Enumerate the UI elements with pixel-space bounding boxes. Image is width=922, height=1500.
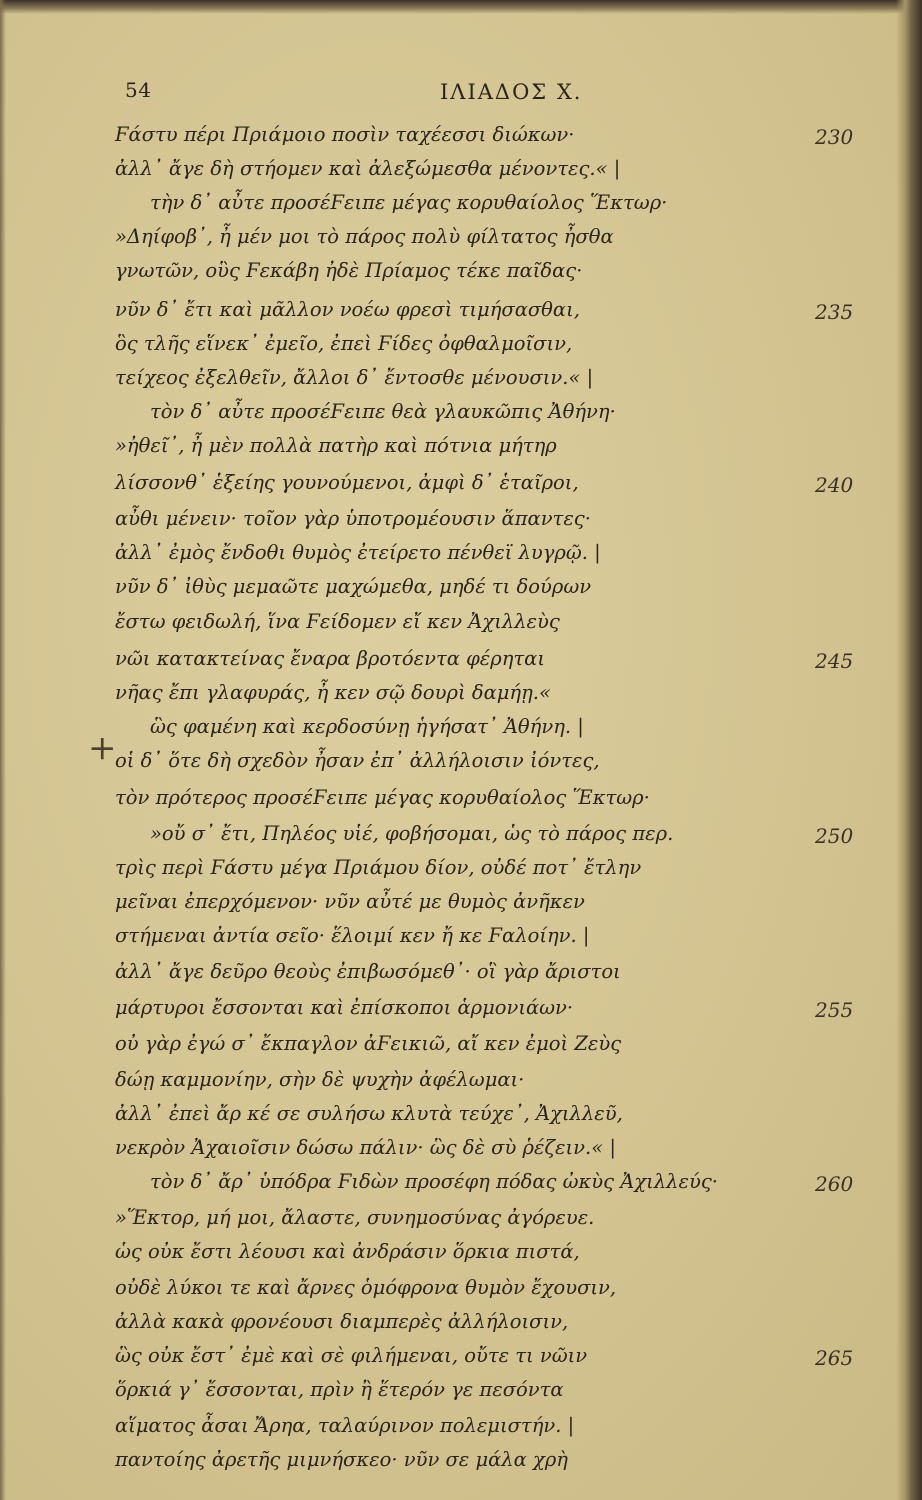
- verse-line: τὴν δ᾽ αὖτε προσέϜειπε μέγας κορυθαίολος Ἕκτωρ·: [150, 191, 668, 214]
- verse-line: ἀλλ᾽ ἄγε δὴ στήομεν καὶ ἀλεξώμεσθα μένοντες.« |: [115, 157, 621, 180]
- line-number: 235: [815, 300, 854, 324]
- verse-line: ἀλλ᾽ ἐπεὶ ἄρ κέ σε συλήσω κλυτὰ τεύχε᾽, Ἀχιλλεῦ,: [115, 1102, 623, 1125]
- verse-line: ὅρκιά γ᾽ ἔσσονται, πρὶν ἢ ἕτερόν γε πεσόντα: [115, 1378, 564, 1401]
- page-top-edge: [0, 0, 922, 14]
- line-number: 245: [815, 649, 854, 673]
- margin-cross-mark: +: [88, 728, 117, 768]
- book-gutter-edge: [896, 0, 922, 1500]
- line-number: 265: [815, 1346, 854, 1370]
- line-number: 255: [815, 998, 854, 1022]
- verse-line: ἀλλὰ κακὰ φρονέουσι διαμπερὲς ἀλλήλοισιν,: [115, 1310, 569, 1333]
- page-left-edge: [0, 0, 6, 1500]
- verse-line: γνωτῶν, οὓς Ϝεκάβη ἠδὲ Πρίαμος τέκε παῖδας·: [115, 259, 583, 282]
- verse-line: αὖθι μένειν· τοῖον γὰρ ὑποτρομέουσιν ἅπαντες·: [115, 507, 591, 530]
- verse-line: στήμεναι ἀντία σεῖο· ἕλοιμί κεν ἤ κε Ϝαλοίην. |: [115, 924, 590, 947]
- verse-line: νῆας ἔπι γλαφυράς, ἦ κεν σῷ δουρὶ δαμήῃ.«: [115, 681, 551, 704]
- verse-line: δώῃ καμμονίην, σὴν δὲ ψυχὴν ἀφέλωμαι·: [115, 1068, 525, 1091]
- verse-line: »Δηίφοβ᾽, ἦ μέν μοι τὸ πάρος πολὺ φίλτατος ἦσθα: [115, 225, 614, 248]
- verse-line: οἱ δ᾽ ὅτε δὴ σχεδὸν ἦσαν ἐπ᾽ ἀλλήλοισιν ἰόντες,: [115, 749, 600, 772]
- verse-line: »οὔ σ᾽ ἔτι, Πηλέος υἱέ, φοβήσομαι, ὡς τὸ πάρος περ.: [150, 822, 674, 845]
- page-number: 54: [125, 78, 152, 102]
- verse-line: νῦν δ᾽ ἔτι καὶ μᾶλλον νοέω φρεσὶ τιμήσασθαι,: [115, 298, 580, 321]
- verse-line: »Ἕκτορ, μή μοι, ἄλαστε, συνημοσύνας ἀγόρευε.: [115, 1206, 595, 1229]
- verse-line: Ϝάστυ πέρι Πριάμοιο ποσὶν ταχέεσσι διώκων·: [115, 123, 575, 146]
- verse-line: λίσσονθ᾽ ἑξείης γουνούμενοι, ἀμφὶ δ᾽ ἑταῖροι,: [115, 471, 579, 494]
- verse-line: νεκρὸν Ἀχαιοῖσιν δώσω πάλιν· ὣς δὲ σὺ ῥέζειν.« |: [115, 1136, 616, 1159]
- verse-line: αἵματος ἆσαι Ἄρηα, ταλαύρινον πολεμιστήν. |: [115, 1414, 575, 1437]
- verse-line: οὐ γὰρ ἐγώ σ᾽ ἔκπαγλον ἀϜεικιῶ, αἴ κεν ἐμοὶ Ζεὺς: [115, 1032, 622, 1055]
- verse-line: ὃς τλῆς εἵνεκ᾽ ἐμεῖο, ἐπεὶ Ϝίδες ὀφθαλμοῖσιν,: [115, 332, 573, 355]
- line-number: 260: [815, 1172, 854, 1196]
- verse-line: οὐδὲ λύκοι τε καὶ ἄρνες ὁμόφρονα θυμὸν ἔχουσιν,: [115, 1276, 617, 1299]
- verse-line: ἔστω φειδωλή, ἵνα Ϝείδομεν εἴ κεν Ἀχιλλεὺς: [115, 610, 560, 633]
- verse-line: μάρτυροι ἔσσονται καὶ ἐπίσκοποι ἁρμονιάων·: [115, 996, 574, 1019]
- verse-line: τὸν δ᾽ ἄρ᾽ ὑπόδρα Ϝιδὼν προσέφη πόδας ὠκὺς Ἀχιλλεύς·: [150, 1170, 718, 1193]
- line-number: 250: [815, 824, 854, 848]
- verse-line: ὣς οὐκ ἔστ᾽ ἐμὲ καὶ σὲ φιλήμεναι, οὔτε τι νῶιν: [115, 1344, 588, 1367]
- verse-line: ἀλλ᾽ ἐμὸς ἔνδοθι θυμὸς ἐτείρετο πένθεϊ λυγρῷ. |: [115, 541, 601, 564]
- page-header: [0, 78, 922, 108]
- verse-line: νῶι κατακτείνας ἔναρα βροτόεντα φέρηται: [115, 647, 545, 670]
- verse-line: ὣς φαμένη καὶ κερδοσύνῃ ἡγήσατ᾽ Ἀθήνη. |: [150, 715, 584, 738]
- running-title: ΙΛΙΑΔΟΣ X.: [440, 80, 583, 104]
- verse-line: »ἠθεῖ᾽, ἦ μὲν πολλὰ πατὴρ καὶ πότνια μήτηρ: [115, 434, 557, 457]
- verse-line: ὡς οὐκ ἔστι λέουσι καὶ ἀνδράσιν ὅρκια πιστά,: [115, 1240, 580, 1263]
- line-number: 240: [815, 473, 854, 497]
- verse-line: νῦν δ᾽ ἰθὺς μεμαῶτε μαχώμεθα, μηδέ τι δούρων: [115, 575, 592, 598]
- verse-line: ἀλλ᾽ ἄγε δεῦρο θεοὺς ἐπιβωσόμεθ᾽· οἳ γὰρ ἄριστοι: [115, 960, 621, 983]
- line-number: 230: [815, 125, 854, 149]
- verse-line: παντοίης ἀρετῆς μιμνήσκεο· νῦν σε μάλα χρὴ: [115, 1448, 568, 1471]
- verse-line: τὸν δ᾽ αὖτε προσέϜειπε θεὰ γλαυκῶπις Ἀθήνη·: [150, 400, 616, 423]
- verse-line: μεῖναι ἐπερχόμενον· νῦν αὖτέ με θυμὸς ἀνῆκεν: [115, 890, 585, 913]
- verse-line: τείχεος ἐξελθεῖν, ἄλλοι δ᾽ ἔντοσθε μένουσιν.« |: [115, 366, 594, 389]
- verse-line: τὸν πρότερος προσέϜειπε μέγας κορυθαίολος Ἕκτωρ·: [115, 786, 650, 809]
- verse-line: τρὶς περὶ Ϝάστυ μέγα Πριάμου δίον, οὐδέ ποτ᾽ ἔτλην: [115, 856, 642, 879]
